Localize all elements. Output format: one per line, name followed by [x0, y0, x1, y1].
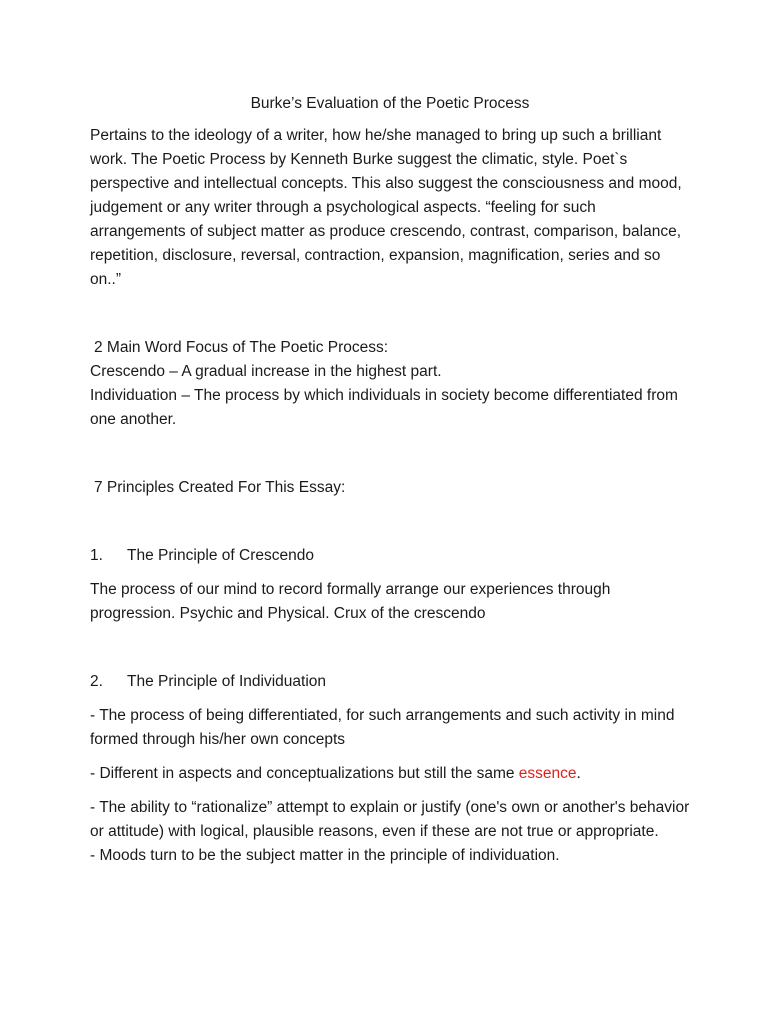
focus-heading: 2 Main Word Focus of The Poetic Process: [94, 339, 389, 356]
focus-individuation: Individuation – The process by which individuals in society become differentiated from one another. [90, 387, 678, 428]
principle-1-heading [90, 544, 690, 568]
principle-2-title: The Principle of Individuation [127, 673, 327, 690]
intro-paragraph: Pertains to the ideology of a writer, how he/she managed to bring up such a brilliant work. The Poetic Process by Kenneth Burke suggest the climatic, style. Poet`s perspective and intellectual concepts. This also suggest the consciousness and mood, judgement or any writer through a psychological aspects. “feeling for such arrangements of subject matter as produce crescendo, contrast, comparison, balance, repetition, disclosure, reversal, contraction, expansion, magnification, series and so on..” [90, 127, 682, 288]
principle-2-bullet-3: - The ability to “rationalize” attempt to explain or justify (one's own or another's behavior or attitude) with logical, plausible reasons, even if these are not true or appropriate. [90, 799, 690, 840]
principles-heading: 7 Principles Created For This Essay: [94, 479, 346, 496]
principle-1-number: 1. [90, 547, 103, 564]
document-title: Burke’s Evaluation of the Poetic Process [250, 95, 530, 112]
document-page [90, 92, 690, 868]
principle-2-bullet-4: - Moods turn to be the subject matter in the principle of individuation. [90, 847, 560, 864]
principle-2-heading [90, 670, 690, 694]
focus-crescendo: Crescendo – A gradual increase in the highest part. [90, 363, 442, 380]
bullet-2-text: - Different in aspects and conceptualizations but still the same [90, 765, 519, 782]
focus-section [90, 336, 690, 432]
essence-highlight: essence [518, 765, 577, 782]
bullet-2-period: . [576, 765, 581, 782]
principle-1-text: The process of our mind to record formally arrange our experiences through progression. Psychic and Physical. Crux of the crescendo [90, 581, 611, 622]
principle-2-number: 2. [90, 673, 103, 690]
principle-2-bullet-1: - The process of being differentiated, for such arrangements and such activity in mind formed through his/her own concepts [90, 707, 675, 748]
principle-2-bullet-2 [90, 762, 690, 786]
principle-1-title: The Principle of Crescendo [127, 547, 314, 564]
